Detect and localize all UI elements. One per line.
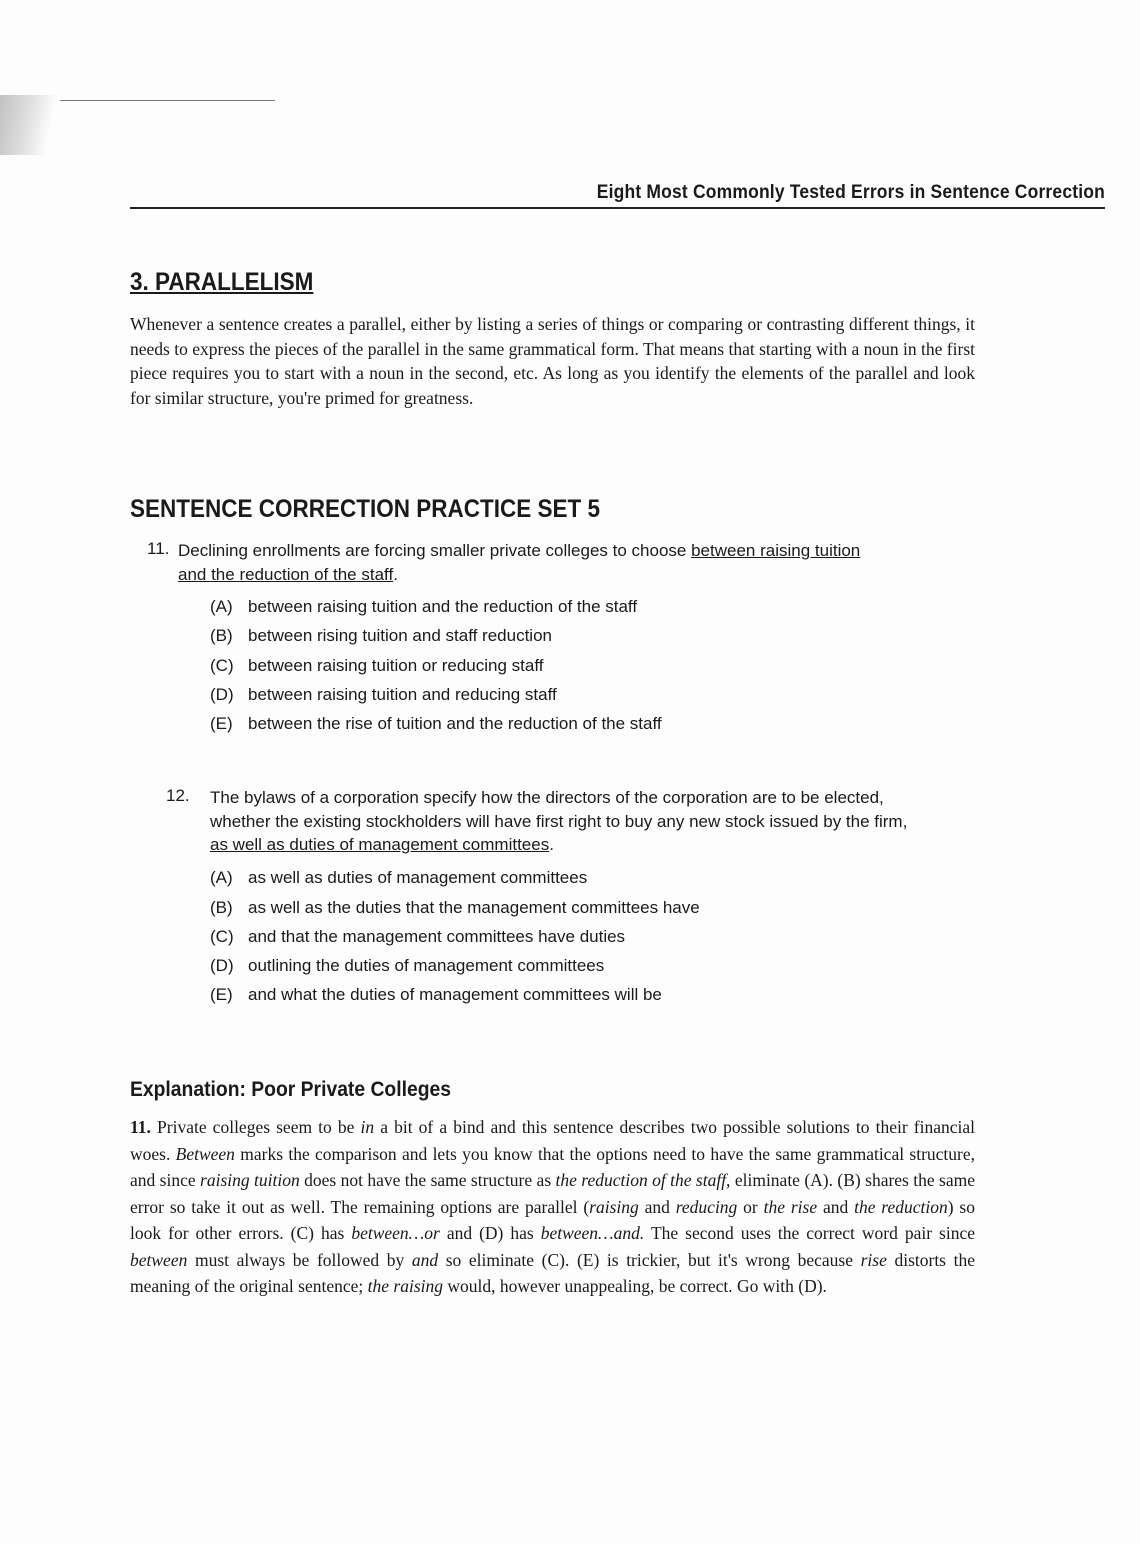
answer-option[interactable]	[210, 597, 637, 617]
scan-artifact-line	[60, 100, 275, 101]
option-text: between the rise of tuition and the reduction of the staff	[248, 714, 662, 733]
answer-option[interactable]	[210, 714, 662, 734]
italic-run: raising	[589, 1196, 639, 1217]
question-stem	[178, 539, 893, 586]
answer-option[interactable]	[210, 868, 587, 888]
italic-run: between…and.	[540, 1223, 645, 1243]
text-run: does not have the same structure as	[299, 1170, 556, 1190]
option-text: between raising tuition or reducing staff	[248, 656, 544, 675]
option-letter: (E)	[210, 714, 233, 733]
text-run: must always be followed by	[187, 1249, 412, 1270]
underlined-portion: between raising tuition and the reduction of the staff	[178, 541, 861, 584]
answer-option[interactable]	[210, 985, 662, 1005]
text-run: The second uses the correct word pair since	[644, 1223, 975, 1243]
stem-text: Declining enrollments are forcing smaller private colleges to choose	[178, 541, 692, 560]
text-run: and	[638, 1196, 676, 1217]
practice-set-title: SENTENCE CORRECTION PRACTICE SET 5	[130, 495, 601, 523]
text-run: so eliminate (C). (E) is trickier, but it's wrong because	[438, 1249, 861, 1270]
header-rule	[130, 207, 1105, 209]
option-letter: (D)	[210, 685, 234, 704]
italic-run: between…or	[351, 1223, 440, 1243]
option-text: as well as duties of management committees	[248, 868, 588, 887]
option-letter: (A)	[210, 868, 233, 887]
text-run: distorts the meaning of the original sentence;	[130, 1249, 975, 1296]
question-number: 11.	[147, 539, 170, 558]
stem-end: .	[549, 835, 554, 854]
italic-run: reducing	[675, 1196, 738, 1217]
answer-option[interactable]	[210, 685, 557, 705]
stem-text: The bylaws of a corporation specify how the directors of the corporation are to be elected, whether the existing stockholders will have first right to buy any new stock issued by the firm,	[210, 788, 908, 831]
italic-run: the rise	[763, 1196, 818, 1217]
answer-option[interactable]	[210, 626, 552, 646]
option-text: between raising tuition and the reduction of the staff	[248, 597, 638, 616]
option-text: and what the duties of management committees will be	[248, 985, 662, 1004]
text-run: and (D) has	[439, 1223, 541, 1243]
section-title: 3. PARALLELISM	[130, 268, 314, 296]
text-run: ) so look for other errors. (C) has	[130, 1196, 975, 1243]
text-run: Private colleges seem to be	[157, 1117, 361, 1137]
option-letter: (B)	[210, 626, 233, 645]
explanation-paragraph	[130, 1114, 975, 1300]
explanation-title: Explanation: Poor Private Colleges	[130, 1078, 452, 1101]
option-text: between raising tuition and reducing staff	[248, 685, 557, 704]
text-run: eliminate (A). (B) shares the same error so take it out as well. The remaining options are parallel (	[130, 1170, 975, 1217]
italic-run: the reduction of the staff,	[555, 1170, 731, 1190]
italic-run: raising tuition	[200, 1170, 300, 1190]
question-stem	[210, 786, 910, 857]
text-run: and	[817, 1196, 855, 1217]
answer-option[interactable]	[210, 956, 604, 976]
option-letter: (C)	[210, 927, 234, 946]
answer-option[interactable]	[210, 898, 700, 918]
answer-option[interactable]	[210, 656, 543, 676]
intro-paragraph: Whenever a sentence creates a parallel, either by listing a series of things or comparing or contrasting different things, it needs to express the pieces of the parallel in the same grammatical form. That means that starting with a noun in the first piece requires you to start with a noun in the second, etc. As long as you identify the elements of the parallel and look for similar structure, you're primed for greatness.	[130, 314, 975, 408]
option-text: and that the management committees have duties	[248, 927, 626, 946]
italic-run: between	[130, 1249, 188, 1270]
scan-artifact	[0, 95, 70, 155]
text-run: or	[737, 1196, 764, 1217]
option-letter: (E)	[210, 985, 233, 1004]
option-text: between rising tuition and staff reduction	[248, 626, 552, 645]
option-text: as well as the duties that the management committees have	[248, 898, 700, 917]
text-run: would, however unappealing, be correct. Go with (D).	[443, 1276, 827, 1296]
running-head: Eight Most Commonly Tested Errors in Sentence Correction	[596, 182, 1105, 203]
italic-run: rise	[860, 1249, 887, 1270]
italic-run: and	[411, 1249, 439, 1270]
text-run: marks the comparison and lets you know that the options need to have the same grammatical structure, and since	[130, 1143, 975, 1190]
option-text: outlining the duties of management committees	[248, 956, 605, 975]
question-number: 12.	[166, 786, 190, 805]
option-letter: (A)	[210, 597, 233, 616]
option-letter: (C)	[210, 656, 234, 675]
italic-run: the reduction	[854, 1196, 948, 1217]
italic-run: in	[360, 1117, 375, 1137]
italic-run: Between	[175, 1143, 235, 1164]
stem-end: .	[393, 564, 398, 584]
option-letter: (D)	[210, 956, 234, 975]
text-run: 11.	[130, 1117, 158, 1137]
option-letter: (B)	[210, 898, 233, 917]
underlined-portion: as well as duties of management committees	[210, 835, 550, 854]
text-run: a bit of a bind and this sentence describes two possible solutions to their financial woes.	[130, 1117, 975, 1164]
answer-option[interactable]	[210, 927, 625, 947]
italic-run: the raising	[367, 1276, 443, 1296]
